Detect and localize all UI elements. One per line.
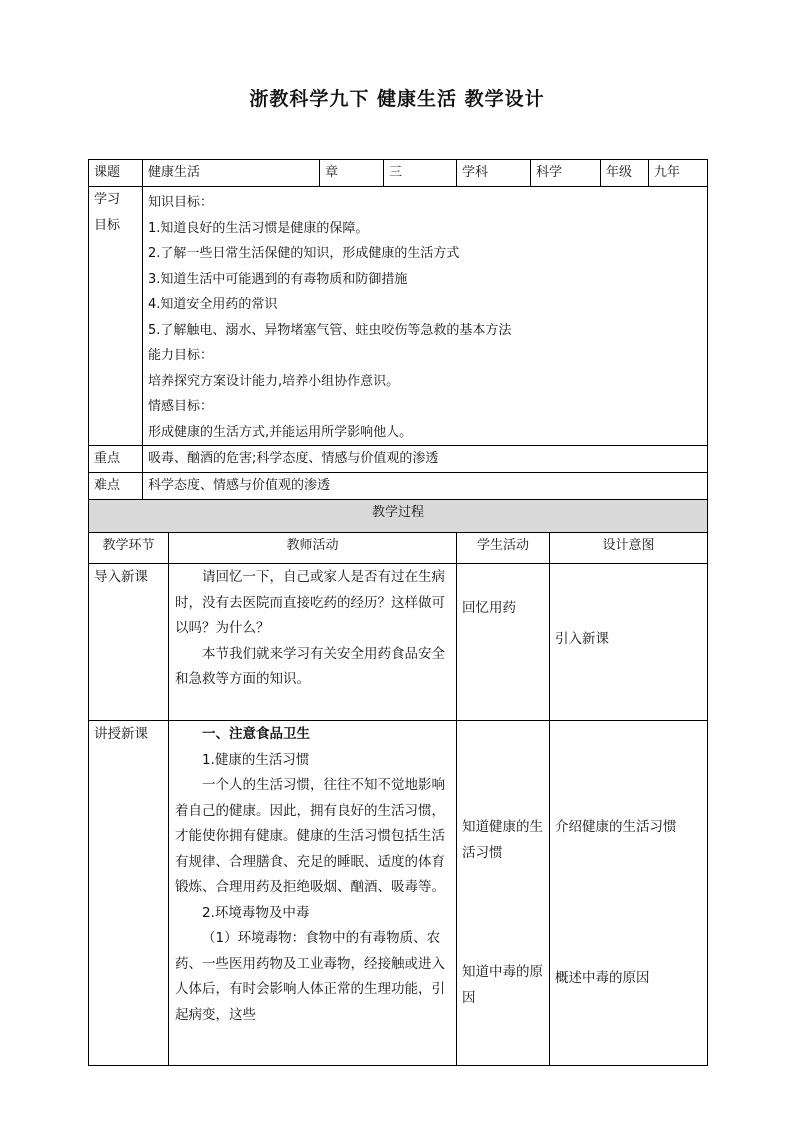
intro-student: 回忆用药 — [457, 564, 550, 721]
intro-teacher-p2: 本节我们就来学习有关安全用药食品安全和急救等方面的知识。 — [175, 645, 445, 687]
difficulties-label: 难点 — [89, 473, 143, 500]
key-points-row — [89, 446, 708, 473]
goal-line: 形成健康的生活方式,并能运用所学影响他人。 — [148, 424, 413, 440]
goal-line: 2.了解一些日常生活保健的知识，形成健康的生活方式 — [148, 246, 460, 261]
lesson-plan-table — [88, 159, 708, 1066]
grade-value: 九年 — [649, 160, 708, 187]
goal-line: 5.了解触电、溺水、异物堵塞气管、蛀虫咬伤等急救的基本方法 — [148, 322, 512, 338]
lesson-student-1: 知道健康的生活习惯 — [462, 819, 544, 861]
info-row — [89, 160, 708, 187]
process-header: 教学过程 — [89, 500, 708, 533]
goal-line: 1.知道良好的生活习惯是健康的保障。 — [148, 220, 369, 236]
lesson-teacher — [169, 721, 457, 1066]
lesson-intent-1: 介绍健康的生活习惯 — [555, 819, 677, 835]
topic-label: 课题 — [89, 160, 143, 187]
chapter-value: 三 — [384, 160, 457, 187]
lesson-p2: （1）环境毒物：食物中的有毒物质、农药、一些医用药物及工业毒物，经接触或进入人体后，有时会影响人体正常的生理功能，引起病变，这些 — [175, 930, 445, 1023]
goal-line: 知识目标： — [148, 195, 214, 210]
lesson-stage: 讲授新课 — [89, 721, 169, 1066]
column-header-stage: 教学环节 — [89, 533, 169, 564]
key-points-text: 吸毒、酗酒的危害;科学态度、情感与价值观的渗透 — [143, 446, 708, 473]
lesson-student-2: 知道中毒的原因 — [462, 964, 544, 1006]
goal-line: 4.知道安全用药的常识 — [148, 297, 278, 312]
lesson-sub1: 1.健康的生活习惯 — [202, 751, 310, 768]
subject-value: 科学 — [531, 160, 601, 187]
lesson-p1: 一个人的生活习惯，往往不知不觉地影响着自己的健康。因此，拥有良好的生活习惯，才能使你拥有健康。健康的生活习惯包括生活有规律、合理膳食、充足的睡眠、适度的体育锻炼、合理用药及拒绝吸烟、酗酒、吸毒等。 — [175, 777, 445, 895]
column-header-intent: 设计意图 — [550, 533, 708, 564]
intro-teacher-p1: 请回忆一下，自己或家人是否有过在生病时，没有去医院而直接吃药的经历？这样做可以吗？为什么？ — [175, 569, 445, 636]
goal-line: 情感目标： — [148, 399, 214, 414]
column-header-student: 学生活动 — [457, 533, 550, 564]
intro-stage: 导入新课 — [89, 564, 169, 721]
goal-line: 培养探究方案设计能力,培养小组协作意识。 — [148, 373, 400, 389]
grade-label: 年级 — [601, 160, 649, 187]
difficulties-row — [89, 473, 708, 500]
column-header-teacher: 教师活动 — [169, 533, 457, 564]
goals-label-line1: 学习 — [94, 192, 121, 207]
intro-intent: 引入新课 — [550, 564, 708, 721]
goals-label-line2: 目标 — [94, 217, 121, 233]
column-header-row — [89, 533, 708, 564]
lesson-sub2: 2.环境毒物及中毒 — [202, 904, 310, 921]
lesson-intent — [550, 721, 708, 1066]
page-title: 浙教科学九下 健康生活 教学设计 — [249, 88, 545, 110]
lesson-intent-2: 概述中毒的原因 — [555, 969, 650, 986]
goals-row — [89, 187, 708, 446]
intro-teacher — [169, 564, 457, 721]
difficulties-text: 科学态度、情感与价值观的渗透 — [143, 473, 708, 500]
lesson-row — [89, 721, 708, 1066]
goal-line: 3.知道生活中可能遇到的有毒物质和防御措施 — [148, 271, 408, 287]
goal-line: 能力目标： — [148, 348, 214, 363]
lesson-heading: 一、注意食品卫生 — [202, 726, 310, 742]
subject-label: 学科 — [457, 160, 531, 187]
intro-row — [89, 564, 708, 721]
goals-content — [143, 187, 708, 446]
topic-value: 健康生活 — [143, 160, 320, 187]
lesson-student — [457, 721, 550, 1066]
key-points-label: 重点 — [89, 446, 143, 473]
goals-label — [89, 187, 143, 446]
process-header-row — [89, 500, 708, 533]
chapter-label: 章 — [320, 160, 384, 187]
